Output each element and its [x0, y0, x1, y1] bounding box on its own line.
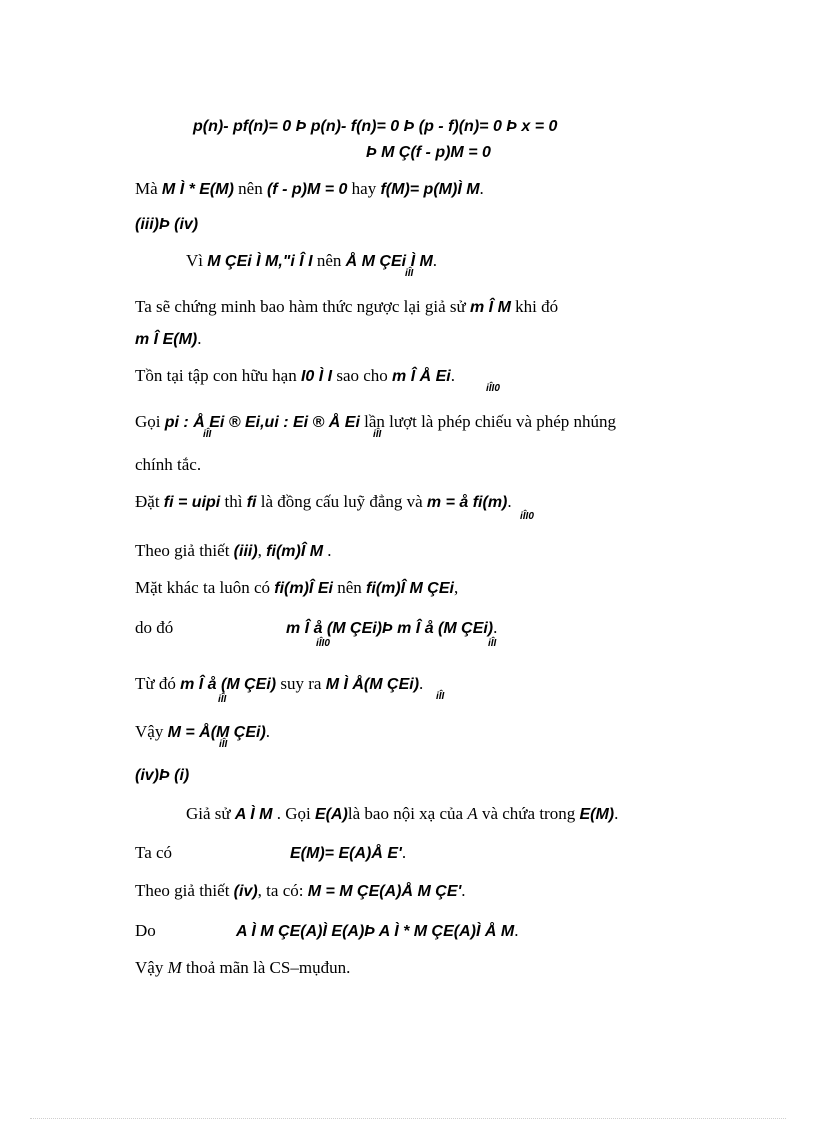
text-line-10: chính tắc. [135, 455, 202, 474]
text-line-11: Đặt fi = uipi thì fi là đồng cấu luỹ đẳng và m = å fi(m). [135, 492, 512, 511]
text-line-13: Mặt khác ta luôn có fi(m)Î Ei nên fi(m)Î M ÇEi, [135, 578, 459, 597]
text-line-19-formula: E(M)= E(A)Å E'. [290, 843, 407, 862]
text-line-16: Vậy M = Å(M ÇEi). [135, 722, 271, 741]
text-line-5: Vì M ÇEi Ì M,"i Î I nên Å M ÇEi Ì M. [186, 251, 438, 270]
subscript-iI0-1: iÎI0 [486, 383, 500, 394]
text-line-3: Mà M Ì * E(M) nên (f - p)M = 0 hay f(M)= p(M)Ì M. [135, 179, 484, 198]
equation-line-1: p(n)- pf(n)= 0 Þ p(n)- f(n)= 0 Þ (p - f)(n)= 0 Þ x = 0 [193, 118, 558, 135]
equation-line-2: Þ M Ç(f - p)M = 0 [366, 144, 491, 161]
subscript-iI0-2: iÎI0 [520, 511, 534, 522]
page-bottom-divider [30, 1118, 786, 1119]
text-line-6: Ta sẽ chứng minh bao hàm thức ngược lại giả sử m Î M khi đó [135, 297, 559, 316]
subscript-iI-6: iÎI [436, 691, 445, 702]
section-heading-iv-i: (iv)Þ (i) [135, 767, 190, 784]
text-line-14-formula: m Î å (M ÇEi)Þ m Î å (M ÇEi). [286, 618, 498, 637]
text-line-19: Ta có [135, 843, 173, 862]
subscript-iI-7: iÎI [219, 739, 228, 750]
text-line-8: Tồn tại tập con hữu hạn I0 Ì I sao cho m Î Å Ei. [135, 366, 455, 385]
subscript-iI0-3: iÎI0 [316, 638, 330, 649]
text-line-21: Do [135, 921, 156, 940]
text-line-15: Từ đó m Î å (M ÇEi) suy ra M Ì Å(M ÇEi). [135, 674, 424, 693]
text-line-12: Theo giả thiết (iii), fi(m)Î M . [135, 541, 332, 560]
subscript-iI-2: iÎI [203, 429, 212, 440]
text-line-14: do đó [135, 618, 174, 637]
text-line-21-formula: A Ì M ÇE(A)Ì E(A)Þ A Ì * M ÇE(A)Ì Å M. [236, 921, 519, 940]
subscript-iI-3: iÎI [373, 429, 382, 440]
subscript-iI-1: iÎI [405, 268, 414, 279]
text-line-9: Gọi pi : Å Ei ® Ei,ui : Ei ® Å Ei lần lượt là phép chiếu và phép nhúng [135, 412, 617, 431]
text-line-18: Giả sử A Ì M . Gọi E(A)là bao nội xạ của A và chứa trong E(M). [186, 804, 619, 823]
text-line-7: m Î E(M). [135, 329, 202, 348]
subscript-iI-4: iÎI [488, 638, 497, 649]
text-line-22: Vậy M thoả mãn là CS–mụđun. [135, 958, 351, 977]
text-line-20: Theo giả thiết (iv), ta có: M = M ÇE(A)Å M ÇE'. [135, 881, 466, 900]
subscript-iI-5: iÎI [218, 694, 227, 705]
section-heading-iii-iv: (iii)Þ (iv) [135, 216, 199, 233]
